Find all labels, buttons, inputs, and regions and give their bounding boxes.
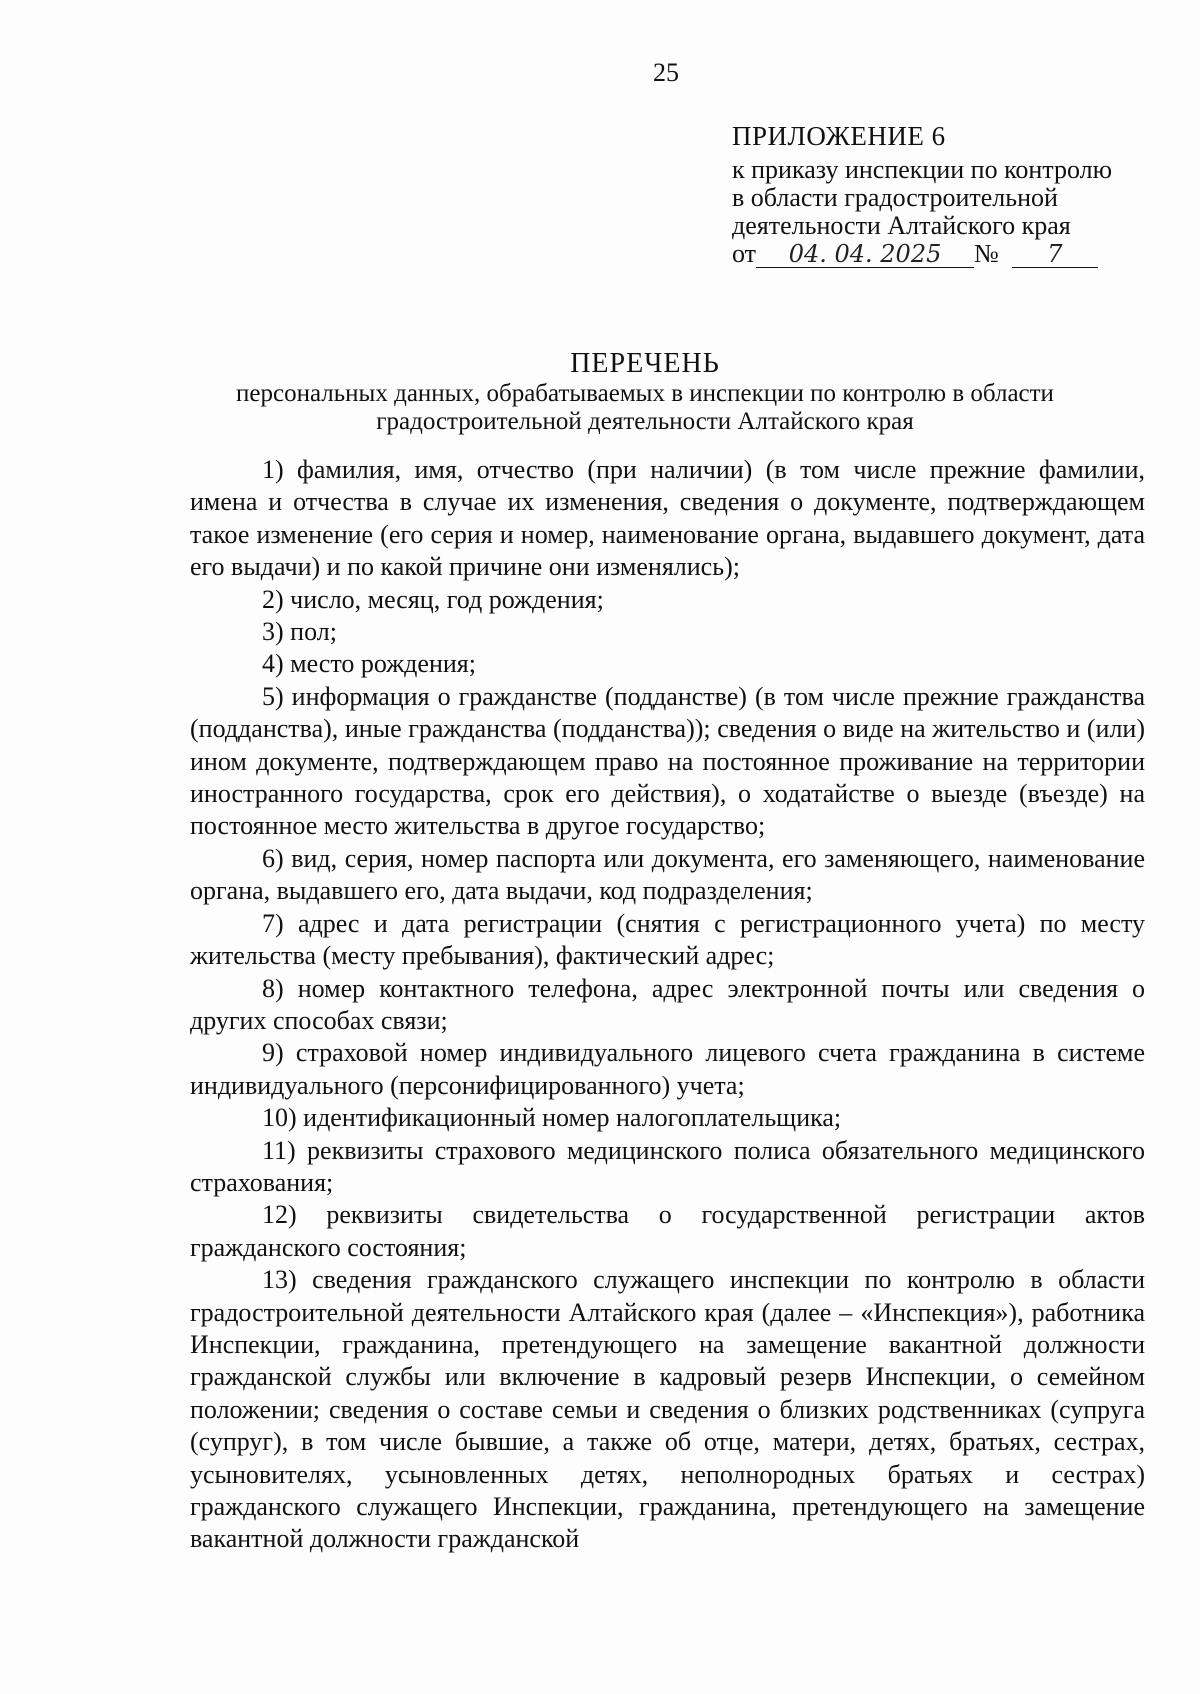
list-item: 1) фамилия, имя, отчество (при наличии) (в том числе прежние фамилии, имена и отчества в случае их изменения, сведения о документе, подтверждающем такое изменение (его серия и номер, наименование органа, выдавшего документ, дата его выдачи) и по какой причине они изменялись); — [190, 455, 1145, 582]
appendix-line-1: к приказу инспекции по контролю — [732, 155, 1113, 184]
list-item: 10) идентификационный номер налогоплательщика; — [262, 1103, 842, 1133]
appendix-line-2: в области градостроительной — [732, 183, 1058, 212]
appendix-title: ПРИЛОЖЕНИЕ 6 — [732, 121, 946, 151]
list-item: 9) страховой номер индивидуального лицевого счета гражданина в системе индивидуального (персонифицированного) учета; — [190, 1038, 1145, 1100]
number-label: № — [974, 239, 999, 268]
handwritten-date: 04. 04. 2025 — [756, 241, 974, 268]
appendix-block — [732, 122, 1172, 270]
document-heading — [180, 348, 1110, 436]
list-item: 11) реквизиты страхового медицинского полиса обязательного медицинского страхования; — [190, 1135, 1145, 1197]
list-item: 8) номер контактного телефона, адрес электронной почты или сведения о других способах связи; — [190, 973, 1145, 1035]
items-list — [190, 454, 1145, 1556]
list-item: 6) вид, серия, номер паспорта или документа, его заменяющего, наименование органа, выдавшего его, дата выдачи, код подразделения; — [190, 843, 1145, 906]
page-number: 25 — [653, 58, 679, 87]
list-item: 4) место рождения; — [262, 649, 476, 679]
from-label: от — [732, 239, 757, 268]
list-item: 7) адрес и дата регистрации (снятия с регистрационного учета) по месту жительства (месту пребывания), фактический адрес; — [190, 908, 1145, 971]
order-date-number-row — [732, 240, 1172, 270]
list-item: 13) сведения гражданского служащего инспекции по контролю в области градостроительной деятельности Алтайского края (далее – «Инспекция»), работника Инспекции, гражданина, претендующего на замещение вакантной должности гражданской службы или включение в кадровый резерв Инспекции, о семейном положении; сведения о составе семьи и сведения о близких родственниках (супруга (супруг), в том числе бывшие, а также об отце, матери, детях, братьях, сестрах, усыновителях, усыновленных детях, неполнородных братьях и сестрах) гражданского служащего Инспекции, гражданина, претендующего на замещение вакантной должности гражданской — [190, 1265, 1145, 1554]
heading-title: ПЕРЕЧЕНЬ — [570, 348, 720, 379]
list-item: 12) реквизиты свидетельства о государственной регистрации актов гражданского состояния; — [190, 1200, 1145, 1262]
handwritten-number: 7 — [1012, 241, 1098, 268]
heading-subtitle-1: персональных данных, обрабатываемых в инспекции по контролю в области — [236, 380, 1054, 407]
list-item: 5) информация о гражданстве (подданстве) (в том числе прежние гражданства (подданства), иные гражданства (подданства)); сведения о виде на жительство и (или) ином документе, подтверждающем право на постоянное проживание на территории иностранного государства, срок его действия), о ходатайстве о выезде (въезде) на постоянное место жительства в другое государство; — [190, 681, 1145, 841]
heading-subtitle-2: градостроительной деятельности Алтайского края — [376, 408, 914, 435]
list-item: 3) пол; — [262, 617, 337, 647]
appendix-line-3: деятельности Алтайского края — [732, 211, 1071, 240]
list-item: 2) число, месяц, год рождения; — [262, 584, 604, 614]
